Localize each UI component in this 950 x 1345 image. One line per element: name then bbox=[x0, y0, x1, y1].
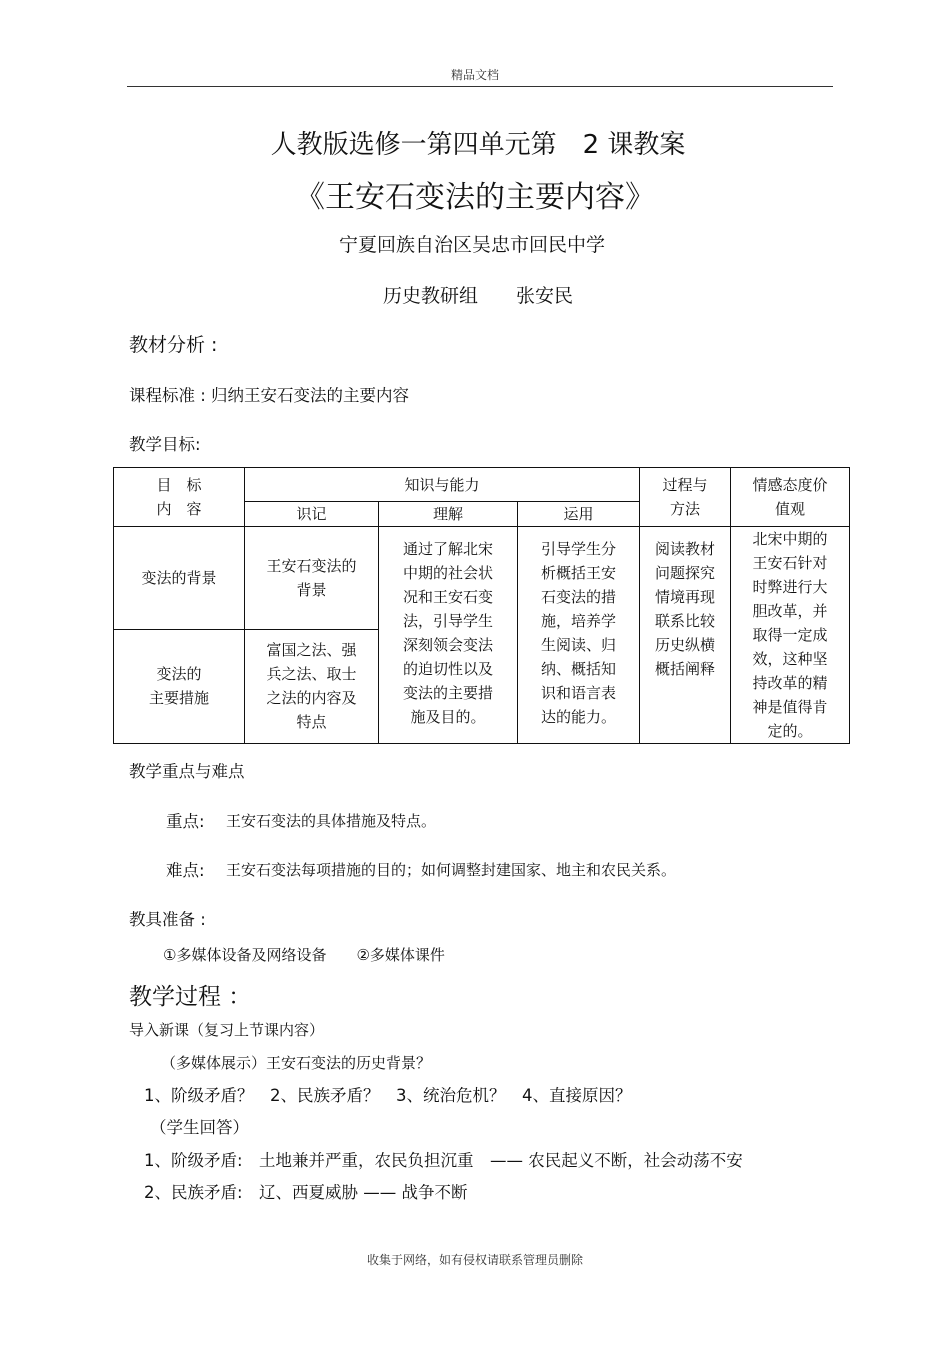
emotion-header: 情感态度价 值观 bbox=[731, 468, 850, 527]
key-text: 王安石变法的具体措施及特点。 bbox=[226, 812, 437, 830]
understand-header: 理解 bbox=[379, 502, 518, 527]
recall-measures: 富国之法、强 兵之法、取士 之法的内容及 特点 bbox=[245, 629, 379, 743]
show-line: （多媒体展示）王安石变法的历史背景？ bbox=[161, 1054, 432, 1072]
row-label-measures: 变法的 主要措施 bbox=[114, 629, 245, 743]
process-cell: 阅读教材 问题探究 情境再现 联系比较 历史纵横 概括阐释 bbox=[640, 527, 731, 744]
difficulty-text: 王安石变法每项措施的目的；如何调整封建国家、地主和农民关系。 bbox=[226, 861, 677, 879]
keypoints-heading: 教学重点与难点 bbox=[129, 762, 245, 781]
answer-line-1: 1、阶级矛盾: 土地兼并严重，农民负担沉重 —— 农民起义不断，社会动荡不安 bbox=[144, 1151, 743, 1170]
understand-cell: 通过了解北宋 中期的社会状 况和王安石变 法，引导学生 深刻领会变法 的迫切性以及 变法的主要措 施及目的。 bbox=[379, 527, 518, 744]
author-line: 历史教研组 张安民 bbox=[382, 285, 573, 307]
tools-heading: 教具准备 : bbox=[129, 910, 206, 929]
objectives-table bbox=[113, 467, 850, 744]
tools-items: ①多媒体设备及网络设备 ②多媒体课件 bbox=[163, 946, 445, 964]
header-rule bbox=[127, 86, 833, 87]
header-label: 精品文档 bbox=[450, 68, 499, 82]
school-name: 宁夏回族自治区吴忠市回民中学 bbox=[338, 234, 605, 256]
row-label-background: 变法的背景 bbox=[114, 527, 245, 630]
question-line: 1、阶级矛盾？ 2、民族矛盾？ 3、统治危机？ 4、直接原因？ bbox=[144, 1086, 632, 1105]
emotion-cell: 北宋中期的 王安石针对 时弊进行大 胆改革，并 取得一定成 效，这种坚 持改革的精 神是值得肯 定的。 bbox=[731, 527, 850, 744]
lesson-title: 人教版选修一第四单元第 2 课教案 bbox=[270, 130, 686, 160]
recall-background: 王安石变法的 背景 bbox=[245, 527, 379, 630]
knowledge-header: 知识与能力 bbox=[245, 468, 640, 502]
apply-header: 运用 bbox=[518, 502, 640, 527]
answer-line-2: 2、民族矛盾: 辽、西夏威胁 —— 战争不断 bbox=[144, 1183, 468, 1202]
process-header: 过程与 方法 bbox=[640, 468, 731, 527]
analysis-heading: 教材分析 : bbox=[129, 334, 218, 356]
goals-heading: 教学目标: bbox=[129, 435, 201, 454]
footer-note: 收集于网络，如有侵权请联系管理员删除 bbox=[366, 1253, 583, 1267]
answer-label: （学生回答） bbox=[150, 1118, 249, 1137]
process-heading: 教学过程 ： bbox=[129, 984, 252, 1010]
lesson-subtitle: 《王安石变法的主要内容》 bbox=[295, 180, 655, 215]
recall-header: 识记 bbox=[245, 502, 379, 527]
key-label: 重点: bbox=[166, 812, 205, 831]
corner-cell: 目 标 内 容 bbox=[114, 468, 245, 527]
difficulty-label: 难点: bbox=[166, 861, 205, 880]
intro-line: 导入新课（复习上节课内容） bbox=[129, 1021, 325, 1039]
apply-cell: 引导学生分 析概括王安 石变法的措 施，培养学 生阅读、归 纳、概括知 识和语言表 达的能力。 bbox=[518, 527, 640, 744]
course-standard: 课程标准 : 归纳王安石变法的主要内容 bbox=[129, 386, 410, 405]
